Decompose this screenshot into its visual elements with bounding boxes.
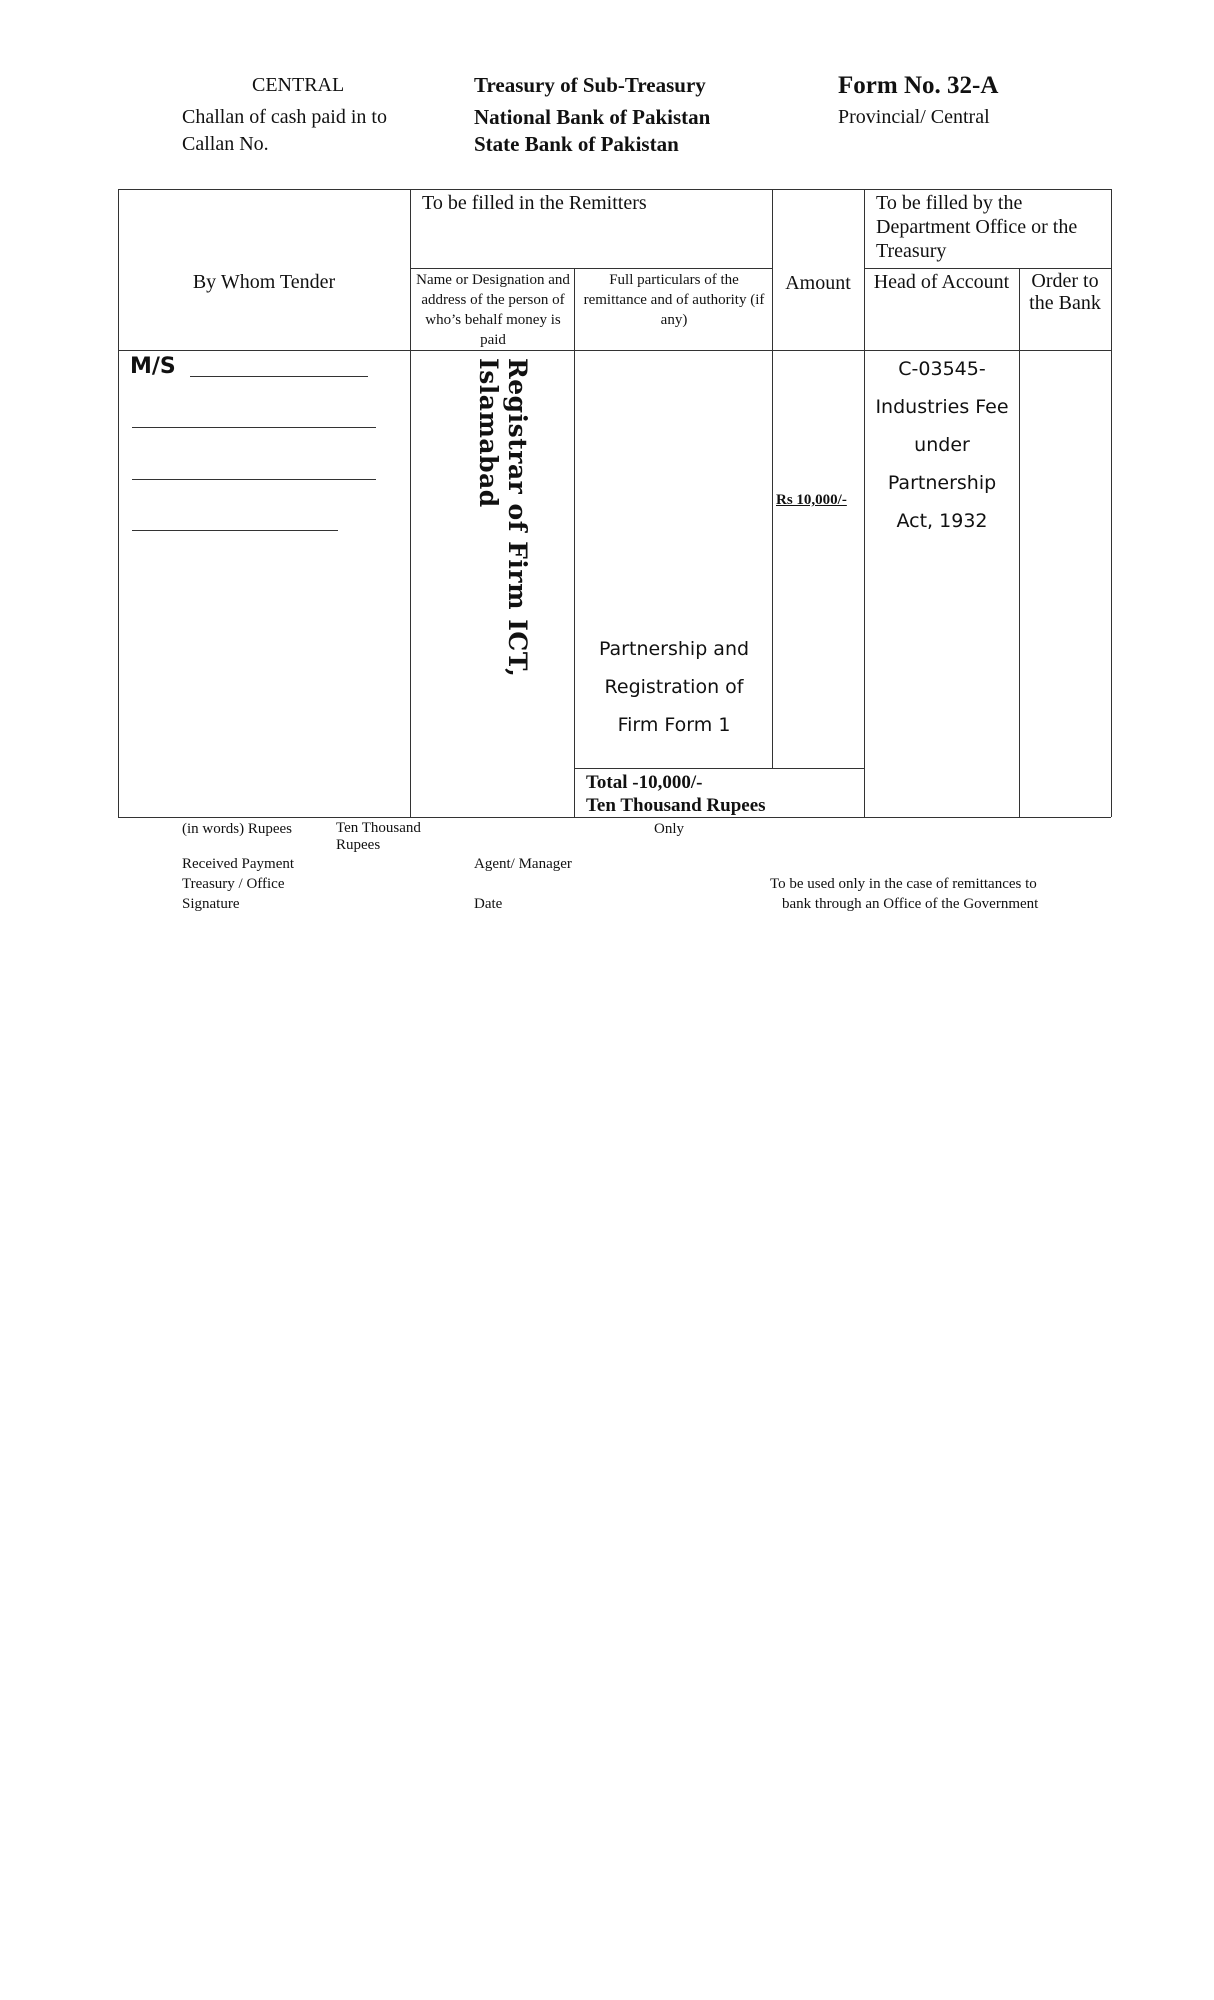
amount-header: Amount <box>785 272 851 294</box>
dept-group-header: To be filled by the Department Office or the Treasury <box>876 192 1078 262</box>
received-payment-label: Received Payment <box>182 856 295 872</box>
particulars-value: Partnership and Registration of Firm Form 1 <box>598 638 750 736</box>
name-designation-header: Name or Designation and address of the person of who’s behalf money is paid <box>416 272 570 348</box>
address-blank-line-2 <box>132 479 376 480</box>
amount-value: Rs 10,000/- <box>776 492 847 508</box>
in-words-label: (in words) Rupees <box>182 821 292 837</box>
treasury-office-label: Treasury / Office <box>182 876 285 892</box>
table-right-border <box>1111 189 1112 817</box>
order-to-bank-header: Order to the Bank <box>1029 270 1101 314</box>
challan-no-label: Callan No. <box>182 133 269 155</box>
col-divider-1 <box>410 189 411 817</box>
head-of-account-header: Head of Account <box>873 271 1010 293</box>
dept-divider <box>864 268 1111 269</box>
signature-label: Signature <box>182 896 240 912</box>
remitters-group-header: To be filled in the Remitters <box>422 192 647 214</box>
total-in-words: Ten Thousand Rupees <box>586 795 766 816</box>
total-amount: Total -10,000/- <box>586 772 703 793</box>
by-whom-header: By Whom Tender <box>192 271 336 293</box>
table-top-border <box>118 189 1111 190</box>
head-of-account-value: C-03545- Industries Fee under Partnership Act, 1932 <box>875 358 1009 532</box>
challan-label: Challan of cash paid in to <box>182 106 387 128</box>
remitters-divider <box>410 268 772 269</box>
address-blank-line-3 <box>132 530 338 531</box>
ms-label: M/S <box>130 354 176 379</box>
in-words-value: Ten Thousand Rupees <box>336 820 421 853</box>
address-blank-line-1 <box>132 427 376 428</box>
ms-blank-line <box>190 376 368 377</box>
table-bottom-border <box>118 817 1111 818</box>
treasury-title: Treasury of Sub-Treasury <box>474 73 706 97</box>
total-divider <box>574 768 864 769</box>
payee-name-value: Registrar of Firm ICT, Islamabad <box>474 358 532 678</box>
form-subtitle: Provincial/ Central <box>838 106 990 128</box>
particulars-header: Full particulars of the remittance and of authority (if any) <box>583 272 765 328</box>
col-divider-5 <box>1019 268 1020 817</box>
central-label: CENTRAL <box>252 74 345 96</box>
col-divider-2 <box>574 268 575 817</box>
only-label: Only <box>654 821 684 837</box>
sbp-title: State Bank of Pakistan <box>474 132 679 156</box>
agent-manager-label: Agent/ Manager <box>474 856 572 872</box>
date-label: Date <box>474 896 503 912</box>
note-line-2: bank through an Office of the Government <box>782 896 1039 912</box>
note-line-1: To be used only in the case of remittances to <box>770 876 1037 892</box>
nbp-title: National Bank of Pakistan <box>474 105 711 129</box>
form-number: Form No. 32-A <box>838 72 999 99</box>
